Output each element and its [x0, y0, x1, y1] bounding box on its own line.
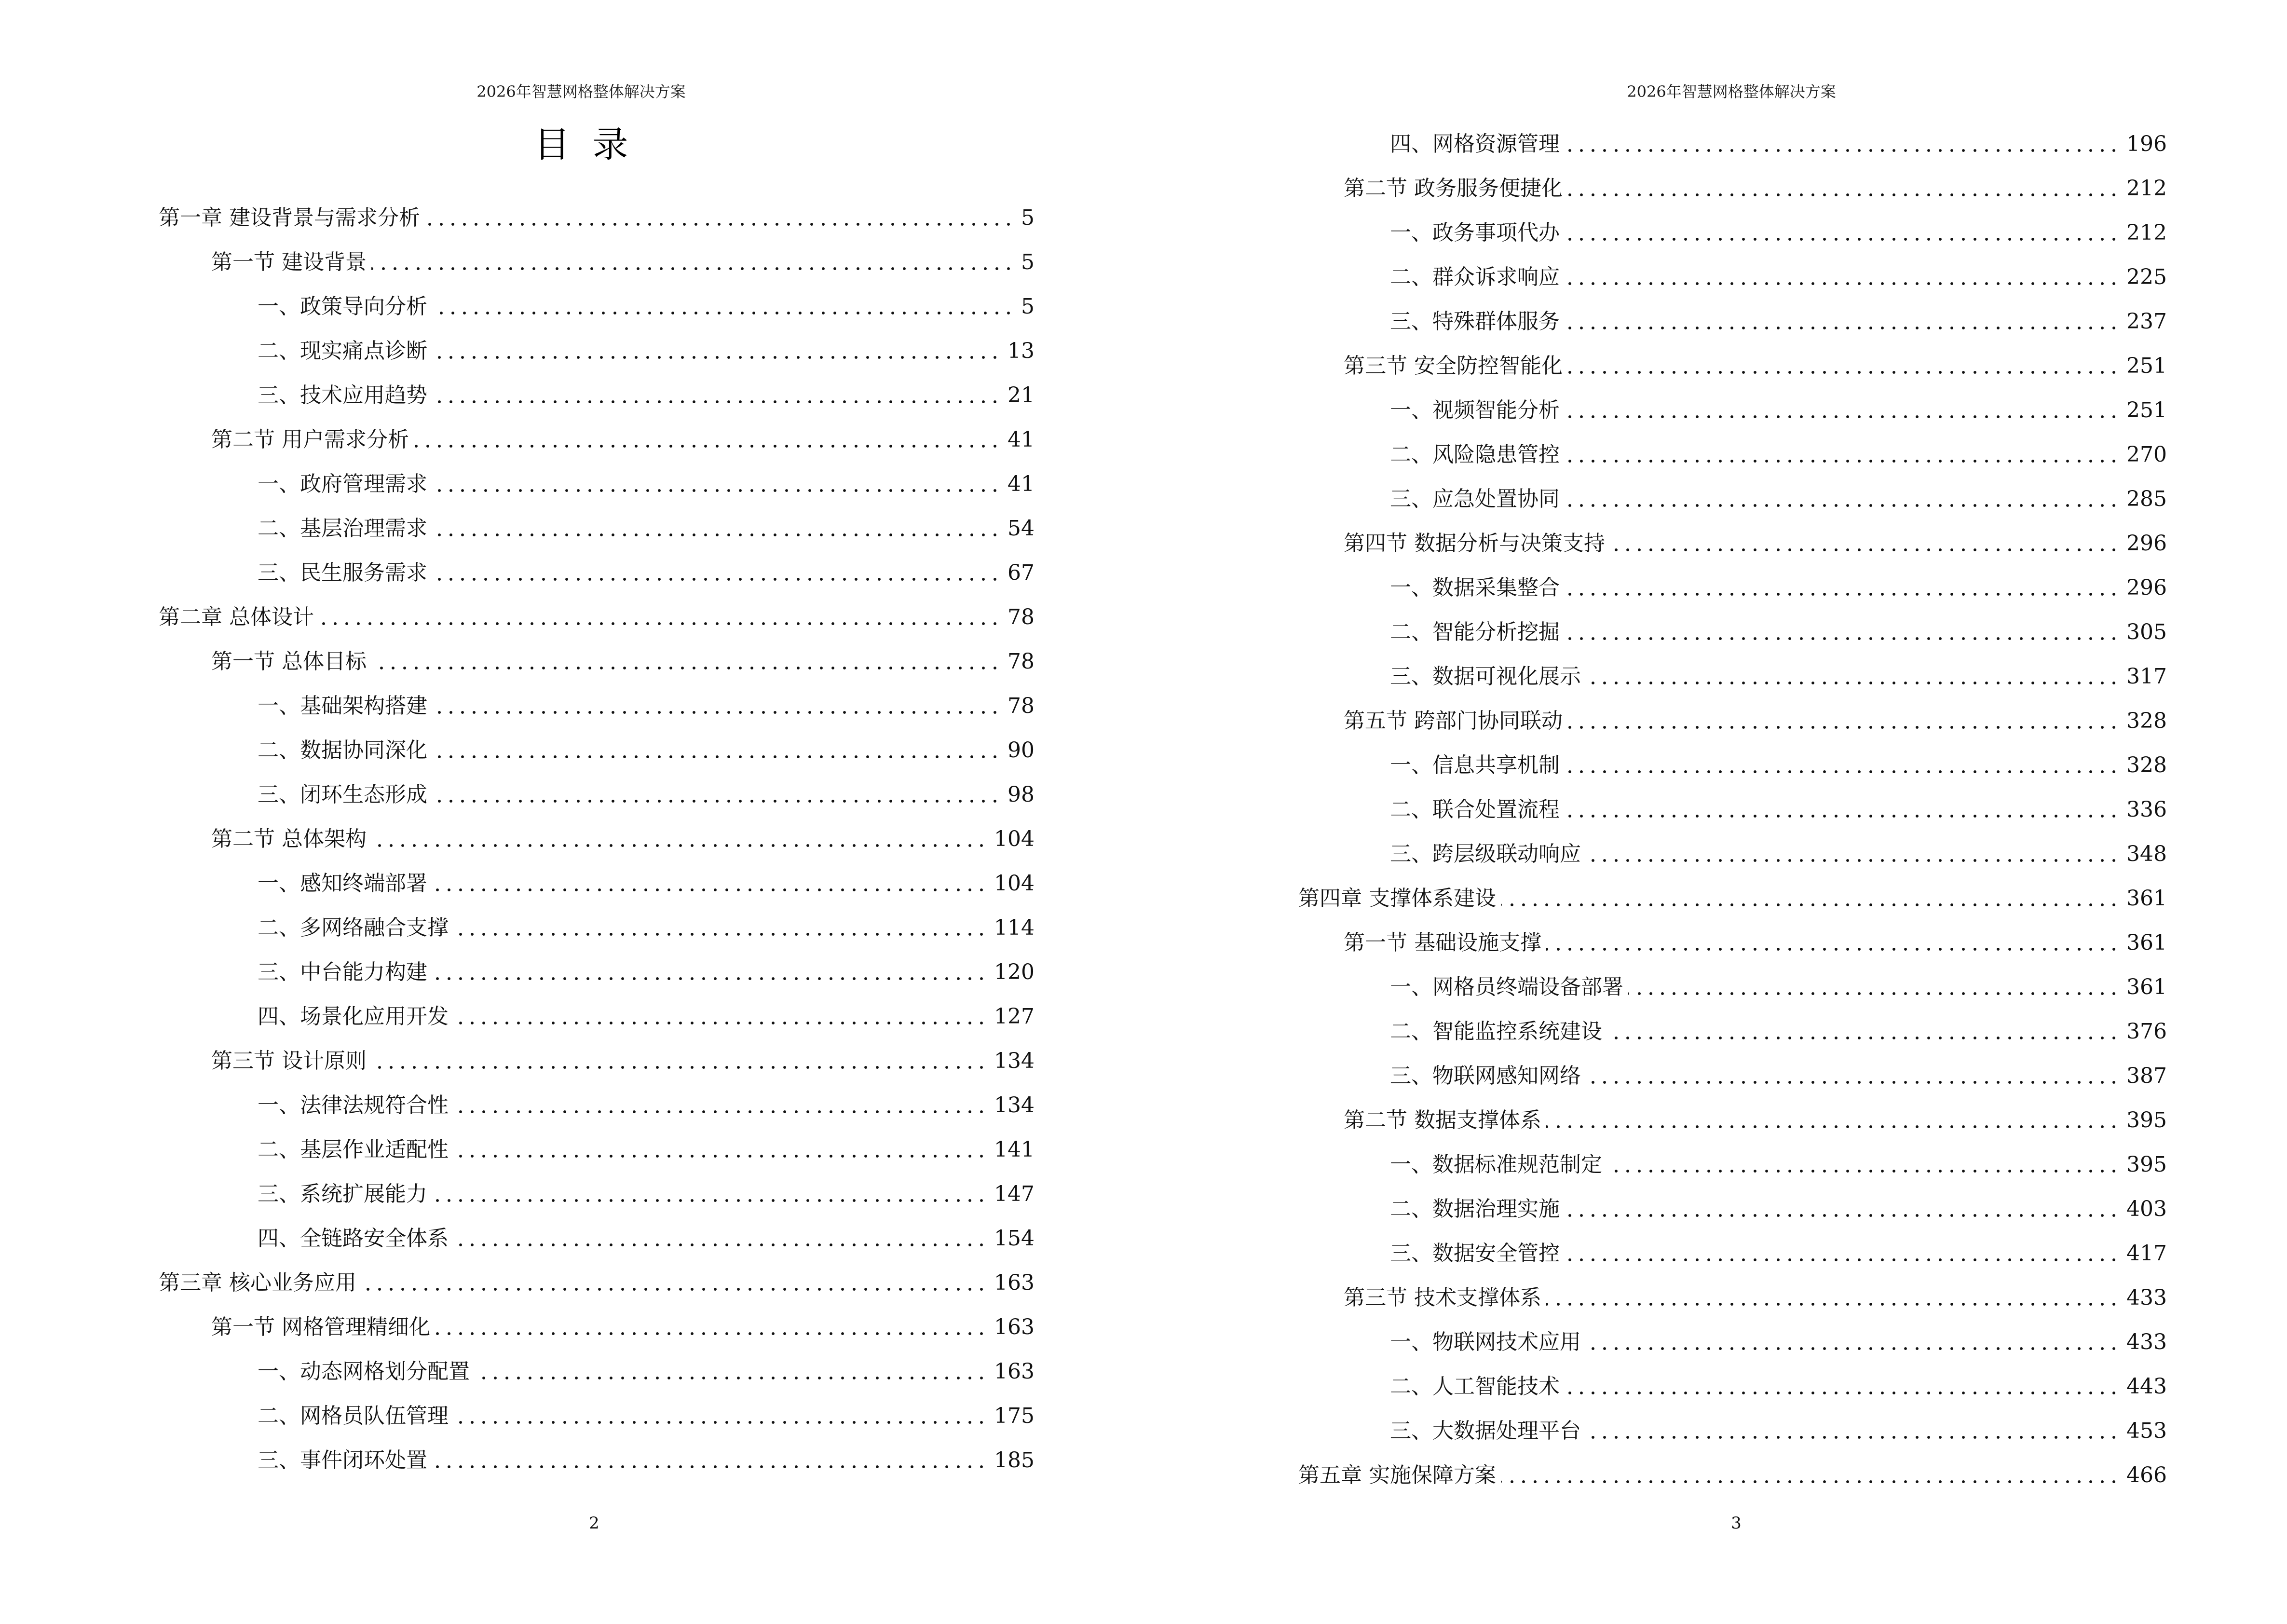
toc-entry-label: 四、场景化应用开发	[258, 1005, 451, 1028]
toc-entry-page-number: 104	[994, 827, 1035, 851]
toc-entry-page-number: 466	[2126, 1463, 2167, 1488]
toc-entry-label: 二、数据协同深化	[258, 739, 430, 762]
toc-entry-section[interactable]	[1144, 521, 2287, 566]
toc-entry-page-number: 134	[994, 1093, 1035, 1118]
dot-leader	[432, 783, 1001, 806]
toc-entry-page-number: 328	[2126, 753, 2167, 778]
toc-entry-section[interactable]	[0, 817, 1144, 861]
dot-leader	[453, 916, 987, 940]
dot-leader	[432, 1183, 987, 1206]
toc-entry-subsection[interactable]	[1144, 1231, 2287, 1276]
toc-entry-subsection[interactable]	[0, 773, 1144, 817]
toc-entry-subsection[interactable]	[0, 373, 1144, 418]
toc-entry-page-number: 13	[1007, 339, 1035, 363]
toc-entry-page-number: 237	[2126, 309, 2167, 334]
toc-entry-label: 第一章 建设背景与需求分析	[159, 206, 423, 230]
toc-entry-page-number: 5	[1021, 205, 1035, 230]
toc-entry-subsection[interactable]	[0, 462, 1144, 506]
toc-entry-chapter[interactable]	[0, 1261, 1144, 1305]
dot-leader	[1565, 133, 2120, 156]
toc-entry-label: 第二节 政务服务便捷化	[1344, 177, 1566, 200]
toc-entry-label: 二、联合处置流程	[1390, 798, 1563, 821]
dot-leader	[371, 650, 1001, 673]
dot-leader	[1565, 1375, 2120, 1398]
dot-leader	[1565, 488, 2120, 511]
toc-entry-page-number: 270	[2126, 442, 2167, 467]
toc-entry-page-number: 141	[994, 1137, 1035, 1162]
toc-entry-label: 二、基层治理需求	[258, 517, 430, 540]
toc-entry-label: 三、闭环生态形成	[258, 783, 430, 806]
dot-leader	[432, 695, 1001, 718]
toc-entry-label: 第二节 总体架构	[211, 828, 369, 851]
dot-leader	[361, 1271, 987, 1295]
dot-leader	[432, 872, 987, 895]
toc-entry-subsection[interactable]	[0, 285, 1144, 329]
toc-entry-subsection[interactable]	[1144, 965, 2287, 1010]
dot-leader	[453, 1005, 987, 1028]
dot-leader	[1586, 843, 2120, 866]
toc-entry-subsection[interactable]	[1144, 655, 2287, 699]
toc-entry-subsection[interactable]	[0, 1216, 1144, 1261]
toc-entry-label: 一、物联网技术应用	[1390, 1331, 1584, 1354]
toc-entry-page-number: 147	[994, 1182, 1035, 1206]
toc-entry-label: 二、多网络融合支撑	[258, 916, 451, 940]
toc-entry-section[interactable]	[1144, 921, 2287, 965]
toc-entry-page-number: 90	[1007, 738, 1035, 763]
toc-entry-label: 一、动态网格划分配置	[258, 1360, 473, 1383]
dot-leader	[453, 1138, 987, 1161]
toc-entry-label: 三、技术应用趋势	[258, 384, 430, 407]
toc-entry-subsection[interactable]	[0, 728, 1144, 773]
dot-leader	[1607, 1153, 2120, 1176]
toc-entry-label: 第一节 基础设施支撑	[1344, 931, 1544, 955]
toc-entry-page-number: 296	[2126, 531, 2167, 556]
dot-leader	[1546, 1286, 2120, 1310]
toc-entry-subsection[interactable]	[1144, 743, 2287, 788]
toc-entry-label: 一、基础架构搭建	[258, 695, 430, 718]
toc-entry-page-number: 403	[2126, 1197, 2167, 1221]
toc-entry-label: 第二章 总体设计	[159, 606, 317, 629]
dot-leader	[1567, 177, 2120, 200]
toc-entry-subsection[interactable]	[1144, 1409, 2287, 1453]
toc-entry-subsection[interactable]	[0, 1394, 1144, 1438]
dot-leader	[1565, 266, 2120, 289]
toc-entry-page-number: 163	[994, 1315, 1035, 1339]
toc-entry-label: 一、政府管理需求	[258, 473, 430, 496]
toc-entry-subsection[interactable]	[1144, 788, 2287, 832]
toc-entry-section[interactable]	[0, 240, 1144, 285]
toc-entry-page-number: 395	[2126, 1108, 2167, 1133]
toc-entry-subsection[interactable]	[1144, 300, 2287, 344]
toc-entry-section[interactable]	[1144, 1098, 2287, 1143]
dot-leader	[435, 1316, 987, 1339]
toc-entry-page-number: 78	[1007, 649, 1035, 674]
toc-entry-section[interactable]	[0, 418, 1144, 462]
dot-leader	[453, 1094, 987, 1117]
toc-entry-page-number: 67	[1007, 560, 1035, 585]
toc-entry-label: 第三节 设计原则	[211, 1050, 369, 1073]
toc-entry-page-number: 417	[2126, 1241, 2167, 1266]
toc-list	[0, 196, 1144, 1483]
toc-entry-label: 第三节 安全防控智能化	[1344, 355, 1566, 378]
toc-entry-page-number: 361	[2126, 886, 2167, 911]
toc-entry-chapter[interactable]	[0, 196, 1144, 240]
toc-entry-label: 二、智能监控系统建设	[1390, 1020, 1605, 1043]
page-title: 目 录	[534, 124, 628, 165]
toc-entry-label: 一、视频智能分析	[1390, 399, 1563, 422]
toc-entry-page-number: 251	[2126, 398, 2167, 423]
dot-leader	[1586, 665, 2120, 688]
toc-list	[1144, 122, 2287, 1498]
toc-entry-page-number: 348	[2126, 842, 2167, 866]
toc-entry-subsection[interactable]	[0, 950, 1144, 995]
toc-entry-label: 二、智能分析挖掘	[1390, 621, 1563, 644]
toc-entry-subsection[interactable]	[1144, 1143, 2287, 1187]
dot-leader	[1565, 1242, 2120, 1265]
toc-entry-label: 一、政务事项代办	[1390, 221, 1563, 245]
toc-entry-subsection[interactable]	[1144, 1010, 2287, 1054]
toc-entry-page-number: 5	[1021, 294, 1035, 319]
toc-entry-page-number: 433	[2126, 1285, 2167, 1310]
toc-entry-label: 三、中台能力构建	[258, 961, 430, 984]
toc-entry-section[interactable]	[1144, 699, 2287, 743]
toc-entry-page-number: 361	[2126, 930, 2167, 955]
toc-entry-label: 第三节 技术支撑体系	[1344, 1286, 1544, 1310]
page-number: 3	[1731, 1514, 1742, 1533]
toc-entry-page-number: 163	[994, 1359, 1035, 1384]
toc-entry-page-number: 395	[2126, 1152, 2167, 1177]
toc-entry-page-number: 134	[994, 1049, 1035, 1073]
toc-entry-label: 第一节 网格管理精细化	[211, 1316, 433, 1339]
toc-entry-section[interactable]	[0, 1305, 1144, 1350]
toc-entry-label: 一、政策导向分析	[258, 295, 430, 318]
toc-entry-subsection[interactable]	[0, 995, 1144, 1039]
toc-entry-label: 二、基层作业适配性	[258, 1138, 451, 1161]
toc-entry-section[interactable]	[0, 640, 1144, 684]
toc-entry-label: 三、民生服务需求	[258, 561, 430, 585]
dot-leader	[432, 473, 1001, 496]
dot-leader	[432, 561, 1001, 585]
toc-entry-label: 第一节 建设背景	[211, 251, 369, 274]
toc-entry-subsection[interactable]	[1144, 566, 2287, 610]
dot-leader	[1501, 1464, 2120, 1487]
dot-leader	[1565, 798, 2120, 821]
dot-leader	[1586, 1331, 2120, 1354]
toc-entry-label: 三、特殊群体服务	[1390, 310, 1563, 333]
dot-leader	[1565, 399, 2120, 422]
toc-entry-page-number: 196	[2126, 132, 2167, 156]
toc-entry-subsection[interactable]	[0, 1172, 1144, 1216]
toc-entry-label: 二、风险隐患管控	[1390, 443, 1563, 466]
toc-entry-label: 一、数据采集整合	[1390, 576, 1563, 600]
toc-entry-subsection[interactable]	[0, 1128, 1144, 1172]
toc-entry-subsection[interactable]	[0, 1438, 1144, 1483]
dot-leader	[1565, 621, 2120, 644]
toc-entry-page-number: 104	[994, 871, 1035, 896]
dot-leader	[1567, 710, 2120, 733]
dot-leader	[453, 1405, 987, 1428]
toc-entry-page-number: 120	[994, 960, 1035, 984]
toc-entry-page-number: 98	[1007, 782, 1035, 807]
dot-leader	[1610, 532, 2120, 555]
toc-entry-page-number: 317	[2126, 664, 2167, 689]
toc-entry-label: 二、网格员队伍管理	[258, 1405, 451, 1428]
dot-leader	[1586, 1419, 2120, 1443]
toc-entry-page-number: 453	[2126, 1419, 2167, 1443]
toc-entry-subsection[interactable]	[1144, 610, 2287, 655]
toc-entry-subsection[interactable]	[1144, 255, 2287, 300]
toc-entry-subsection[interactable]	[0, 684, 1144, 728]
toc-entry-chapter[interactable]	[1144, 876, 2287, 921]
toc-entry-subsection[interactable]	[1144, 832, 2287, 876]
dot-leader	[1546, 1109, 2120, 1132]
toc-entry-subsection[interactable]	[0, 861, 1144, 906]
toc-entry-subsection[interactable]	[1144, 1187, 2287, 1231]
dot-leader	[432, 961, 987, 984]
toc-entry-page-number: 285	[2126, 487, 2167, 511]
dot-leader	[371, 1050, 987, 1073]
dot-leader	[432, 295, 1014, 318]
toc-entry-label: 一、数据标准规范制定	[1390, 1153, 1605, 1176]
toc-entry-page-number: 21	[1007, 383, 1035, 408]
toc-entry-page-number: 225	[2126, 265, 2167, 289]
dot-leader	[432, 517, 1001, 540]
toc-entry-label: 三、大数据处理平台	[1390, 1419, 1584, 1443]
toc-entry-label: 一、法律法规符合性	[258, 1094, 451, 1117]
dot-leader	[414, 428, 1001, 451]
toc-entry-page-number: 305	[2126, 620, 2167, 644]
right-page	[1144, 0, 2287, 1624]
toc-entry-page-number: 78	[1007, 694, 1035, 718]
toc-entry-page-number: 175	[994, 1404, 1035, 1428]
toc-entry-subsection[interactable]	[1144, 1365, 2287, 1409]
dot-leader	[319, 606, 1001, 629]
toc-entry-label: 第五章 实施保障方案	[1298, 1464, 1499, 1487]
toc-entry-label: 三、跨层级联动响应	[1390, 843, 1584, 866]
toc-entry-label: 一、网格员终端设备部署	[1390, 976, 1626, 999]
toc-entry-subsection[interactable]	[1144, 388, 2287, 433]
dot-leader	[371, 828, 987, 851]
toc-entry-label: 一、感知终端部署	[258, 872, 430, 895]
dot-leader	[1565, 443, 2120, 466]
toc-entry-page-number: 433	[2126, 1330, 2167, 1354]
dot-leader	[1565, 576, 2120, 600]
toc-entry-page-number: 54	[1007, 516, 1035, 541]
dot-leader	[1567, 355, 2120, 378]
dot-leader	[1628, 976, 2120, 999]
toc-entry-label: 第二节 用户需求分析	[211, 428, 412, 451]
toc-entry-label: 第一节 总体目标	[211, 650, 369, 673]
dot-leader	[1546, 931, 2120, 955]
toc-entry-subsection[interactable]	[1144, 1054, 2287, 1098]
toc-entry-page-number: 387	[2126, 1064, 2167, 1088]
toc-entry-label: 二、现实痛点诊断	[258, 340, 430, 363]
toc-entry-page-number: 212	[2126, 176, 2167, 201]
running-header: 2026年智慧网格整体解决方案	[1627, 82, 1836, 101]
toc-entry-chapter[interactable]	[1144, 1453, 2287, 1498]
toc-entry-label: 三、系统扩展能力	[258, 1183, 430, 1206]
toc-entry-subsection[interactable]	[0, 906, 1144, 950]
dot-leader	[1565, 754, 2120, 777]
dot-leader	[453, 1227, 987, 1250]
dot-leader	[1586, 1064, 2120, 1088]
dot-leader	[432, 1449, 987, 1472]
toc-entry-page-number: 114	[994, 915, 1035, 940]
toc-entry-subsection[interactable]	[0, 329, 1144, 373]
running-header: 2026年智慧网格整体解决方案	[476, 82, 686, 101]
toc-entry-label: 二、人工智能技术	[1390, 1375, 1563, 1398]
toc-entry-page-number: 443	[2126, 1374, 2167, 1399]
toc-entry-subsection[interactable]	[1144, 433, 2287, 477]
toc-entry-label: 二、数据治理实施	[1390, 1198, 1563, 1221]
toc-entry-label: 第四章 支撑体系建设	[1298, 887, 1499, 910]
toc-entry-subsection[interactable]	[0, 506, 1144, 551]
toc-entry-page-number: 376	[2126, 1019, 2167, 1044]
toc-entry-page-number: 296	[2126, 575, 2167, 600]
toc-entry-subsection[interactable]	[1144, 1320, 2287, 1365]
toc-entry-page-number: 163	[994, 1270, 1035, 1295]
dot-leader	[475, 1360, 987, 1383]
dot-leader	[1607, 1020, 2120, 1043]
dot-leader	[432, 739, 1001, 762]
toc-entry-label: 三、事件闭环处置	[258, 1449, 430, 1472]
toc-entry-subsection[interactable]	[0, 1083, 1144, 1128]
dot-leader	[1565, 221, 2120, 245]
toc-entry-page-number: 212	[2126, 220, 2167, 245]
toc-entry-chapter[interactable]	[0, 595, 1144, 640]
toc-entry-page-number: 361	[2126, 975, 2167, 999]
toc-entry-label: 四、网格资源管理	[1390, 133, 1563, 156]
toc-entry-label: 四、全链路安全体系	[258, 1227, 451, 1250]
toc-entry-label: 三、数据可视化展示	[1390, 665, 1584, 688]
page-number: 2	[589, 1514, 599, 1533]
toc-entry-label: 第四节 数据分析与决策支持	[1344, 532, 1608, 555]
toc-entry-label: 三、数据安全管控	[1390, 1242, 1563, 1265]
dot-leader	[1501, 887, 2120, 910]
toc-entry-page-number: 78	[1007, 605, 1035, 629]
toc-entry-section[interactable]	[1144, 344, 2287, 388]
toc-entry-subsection[interactable]	[1144, 211, 2287, 255]
toc-entry-subsection[interactable]	[0, 551, 1144, 595]
toc-entry-label: 一、信息共享机制	[1390, 754, 1563, 777]
toc-entry-subsection[interactable]	[0, 1350, 1144, 1394]
toc-entry-page-number: 5	[1021, 250, 1035, 274]
dot-leader	[1565, 1198, 2120, 1221]
toc-entry-subsection[interactable]	[1144, 477, 2287, 521]
toc-entry-page-number: 41	[1007, 472, 1035, 496]
toc-entry-page-number: 328	[2126, 709, 2167, 733]
dot-leader	[432, 340, 1001, 363]
toc-entry-page-number: 336	[2126, 797, 2167, 822]
toc-entry-page-number: 154	[994, 1226, 1035, 1251]
toc-entry-section[interactable]	[1144, 166, 2287, 211]
toc-entry-page-number: 185	[994, 1448, 1035, 1473]
toc-entry-label: 三、应急处置协同	[1390, 488, 1563, 511]
toc-entry-label: 三、物联网感知网络	[1390, 1064, 1584, 1088]
toc-entry-page-number: 251	[2126, 354, 2167, 378]
dot-leader	[432, 384, 1001, 407]
toc-entry-section[interactable]	[1144, 1276, 2287, 1320]
dot-leader	[371, 251, 1014, 274]
toc-entry-label: 第二节 数据支撑体系	[1344, 1109, 1544, 1132]
dot-leader	[1565, 310, 2120, 333]
toc-entry-page-number: 127	[994, 1004, 1035, 1029]
toc-entry-label: 第三章 核心业务应用	[159, 1271, 359, 1295]
toc-entry-section[interactable]	[0, 1039, 1144, 1083]
toc-entry-label: 第五节 跨部门协同联动	[1344, 710, 1566, 733]
dot-leader	[425, 206, 1014, 230]
toc-entry-page-number: 41	[1007, 427, 1035, 452]
toc-entry-label: 二、群众诉求响应	[1390, 266, 1563, 289]
toc-entry-subsection[interactable]	[1144, 122, 2287, 166]
